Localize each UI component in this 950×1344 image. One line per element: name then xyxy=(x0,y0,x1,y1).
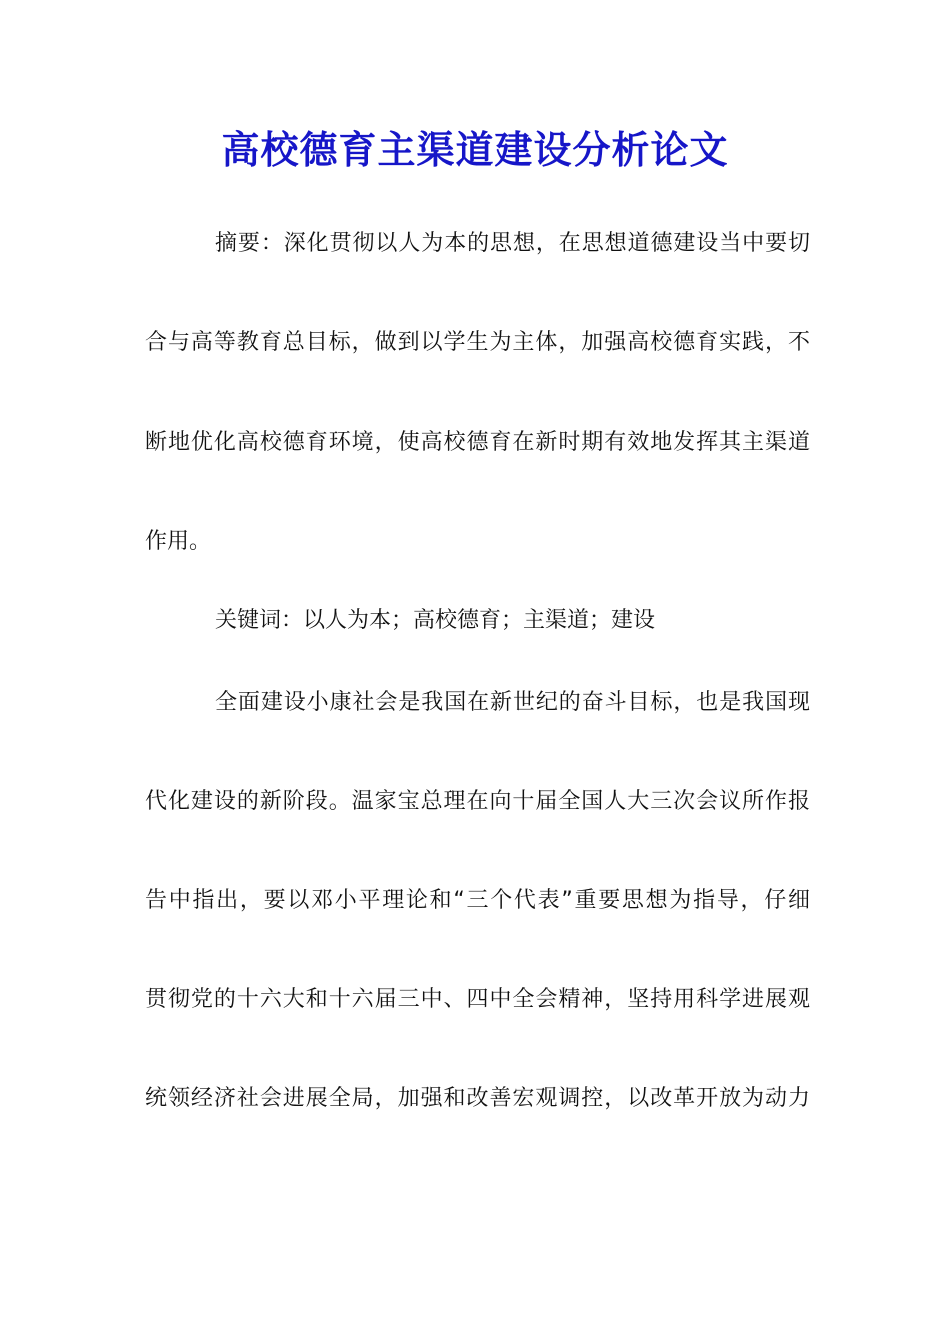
keywords-line: 关键词：以人为本；高校德育；主渠道；建设 xyxy=(215,608,656,633)
body-line-2: 代化建设的新阶段。温家宝总理在向十届全国人大三次会议所作报 xyxy=(145,789,810,814)
body-line-1: 全面建设小康社会是我国在新世纪的奋斗目标，也是我国现 xyxy=(215,690,810,715)
abstract-line-1: 摘要：深化贯彻以人为本的思想，在思想道德建设当中要切 xyxy=(215,231,810,256)
abstract-line-2: 合与高等教育总目标，做到以学生为主体，加强高校德育实践，不 xyxy=(145,330,810,355)
body-line-3: 告中指出，要以邓小平理论和“三个代表”重要思想为指导，仔细 xyxy=(145,888,810,913)
body-line-4: 贯彻党的十六大和十六届三中、四中全会精神，坚持用科学进展观 xyxy=(145,987,810,1012)
abstract-line-3: 断地优化高校德育环境，使高校德育在新时期有效地发挥其主渠道 xyxy=(145,430,810,455)
document-title: 高校德育主渠道建设分析论文 xyxy=(221,127,729,172)
body-line-5: 统领经济社会进展全局，加强和改善宏观调控，以改革开放为动力 xyxy=(145,1086,810,1111)
abstract-line-4: 作用。 xyxy=(145,529,212,554)
